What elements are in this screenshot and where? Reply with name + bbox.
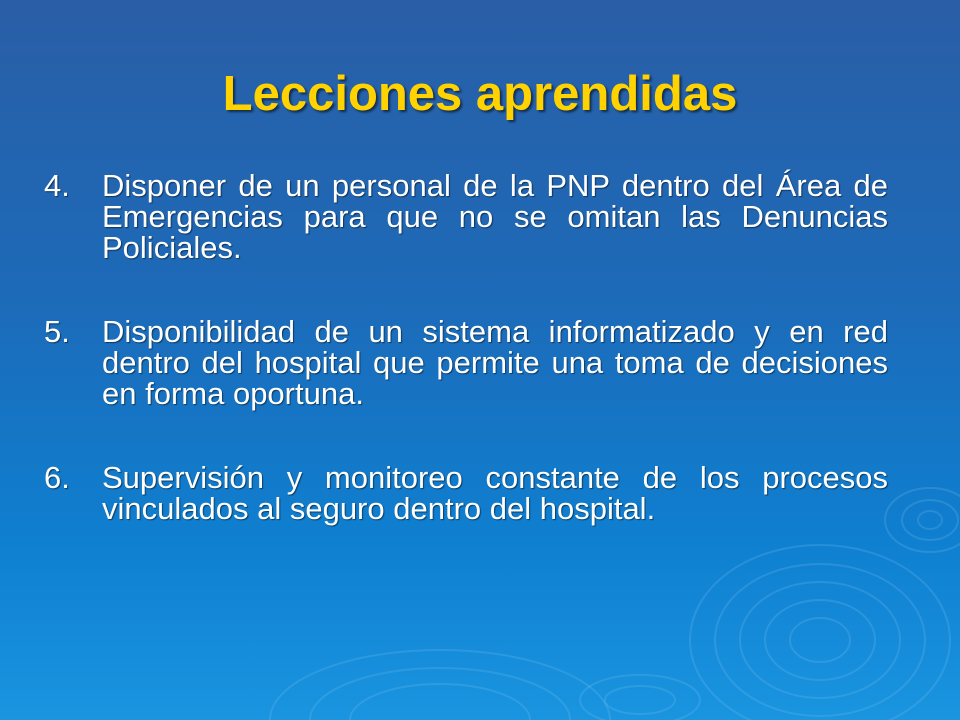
list-item-number: 5. [44, 314, 70, 349]
list-item-text: Supervisión y monitoreo constante de los procesos vinculados al seguro dentro del hospital. [102, 460, 888, 526]
list-item-text: Disponibilidad de un sistema informatizado y en red dentro del hospital que permite una toma de decisiones en forma oportuna. [102, 314, 888, 411]
list-item [44, 316, 888, 409]
slide-title: Lecciones aprendidas [222, 67, 738, 121]
list-item [44, 462, 888, 524]
list-item [44, 170, 888, 263]
list-item-text: Disponer de un personal de la PNP dentro del Área de Emergencias para que no se omitan las Denuncias Policiales. [102, 168, 888, 265]
list-item-number: 6. [44, 460, 70, 495]
lessons-list [44, 170, 888, 577]
list-item-number: 4. [44, 168, 70, 203]
